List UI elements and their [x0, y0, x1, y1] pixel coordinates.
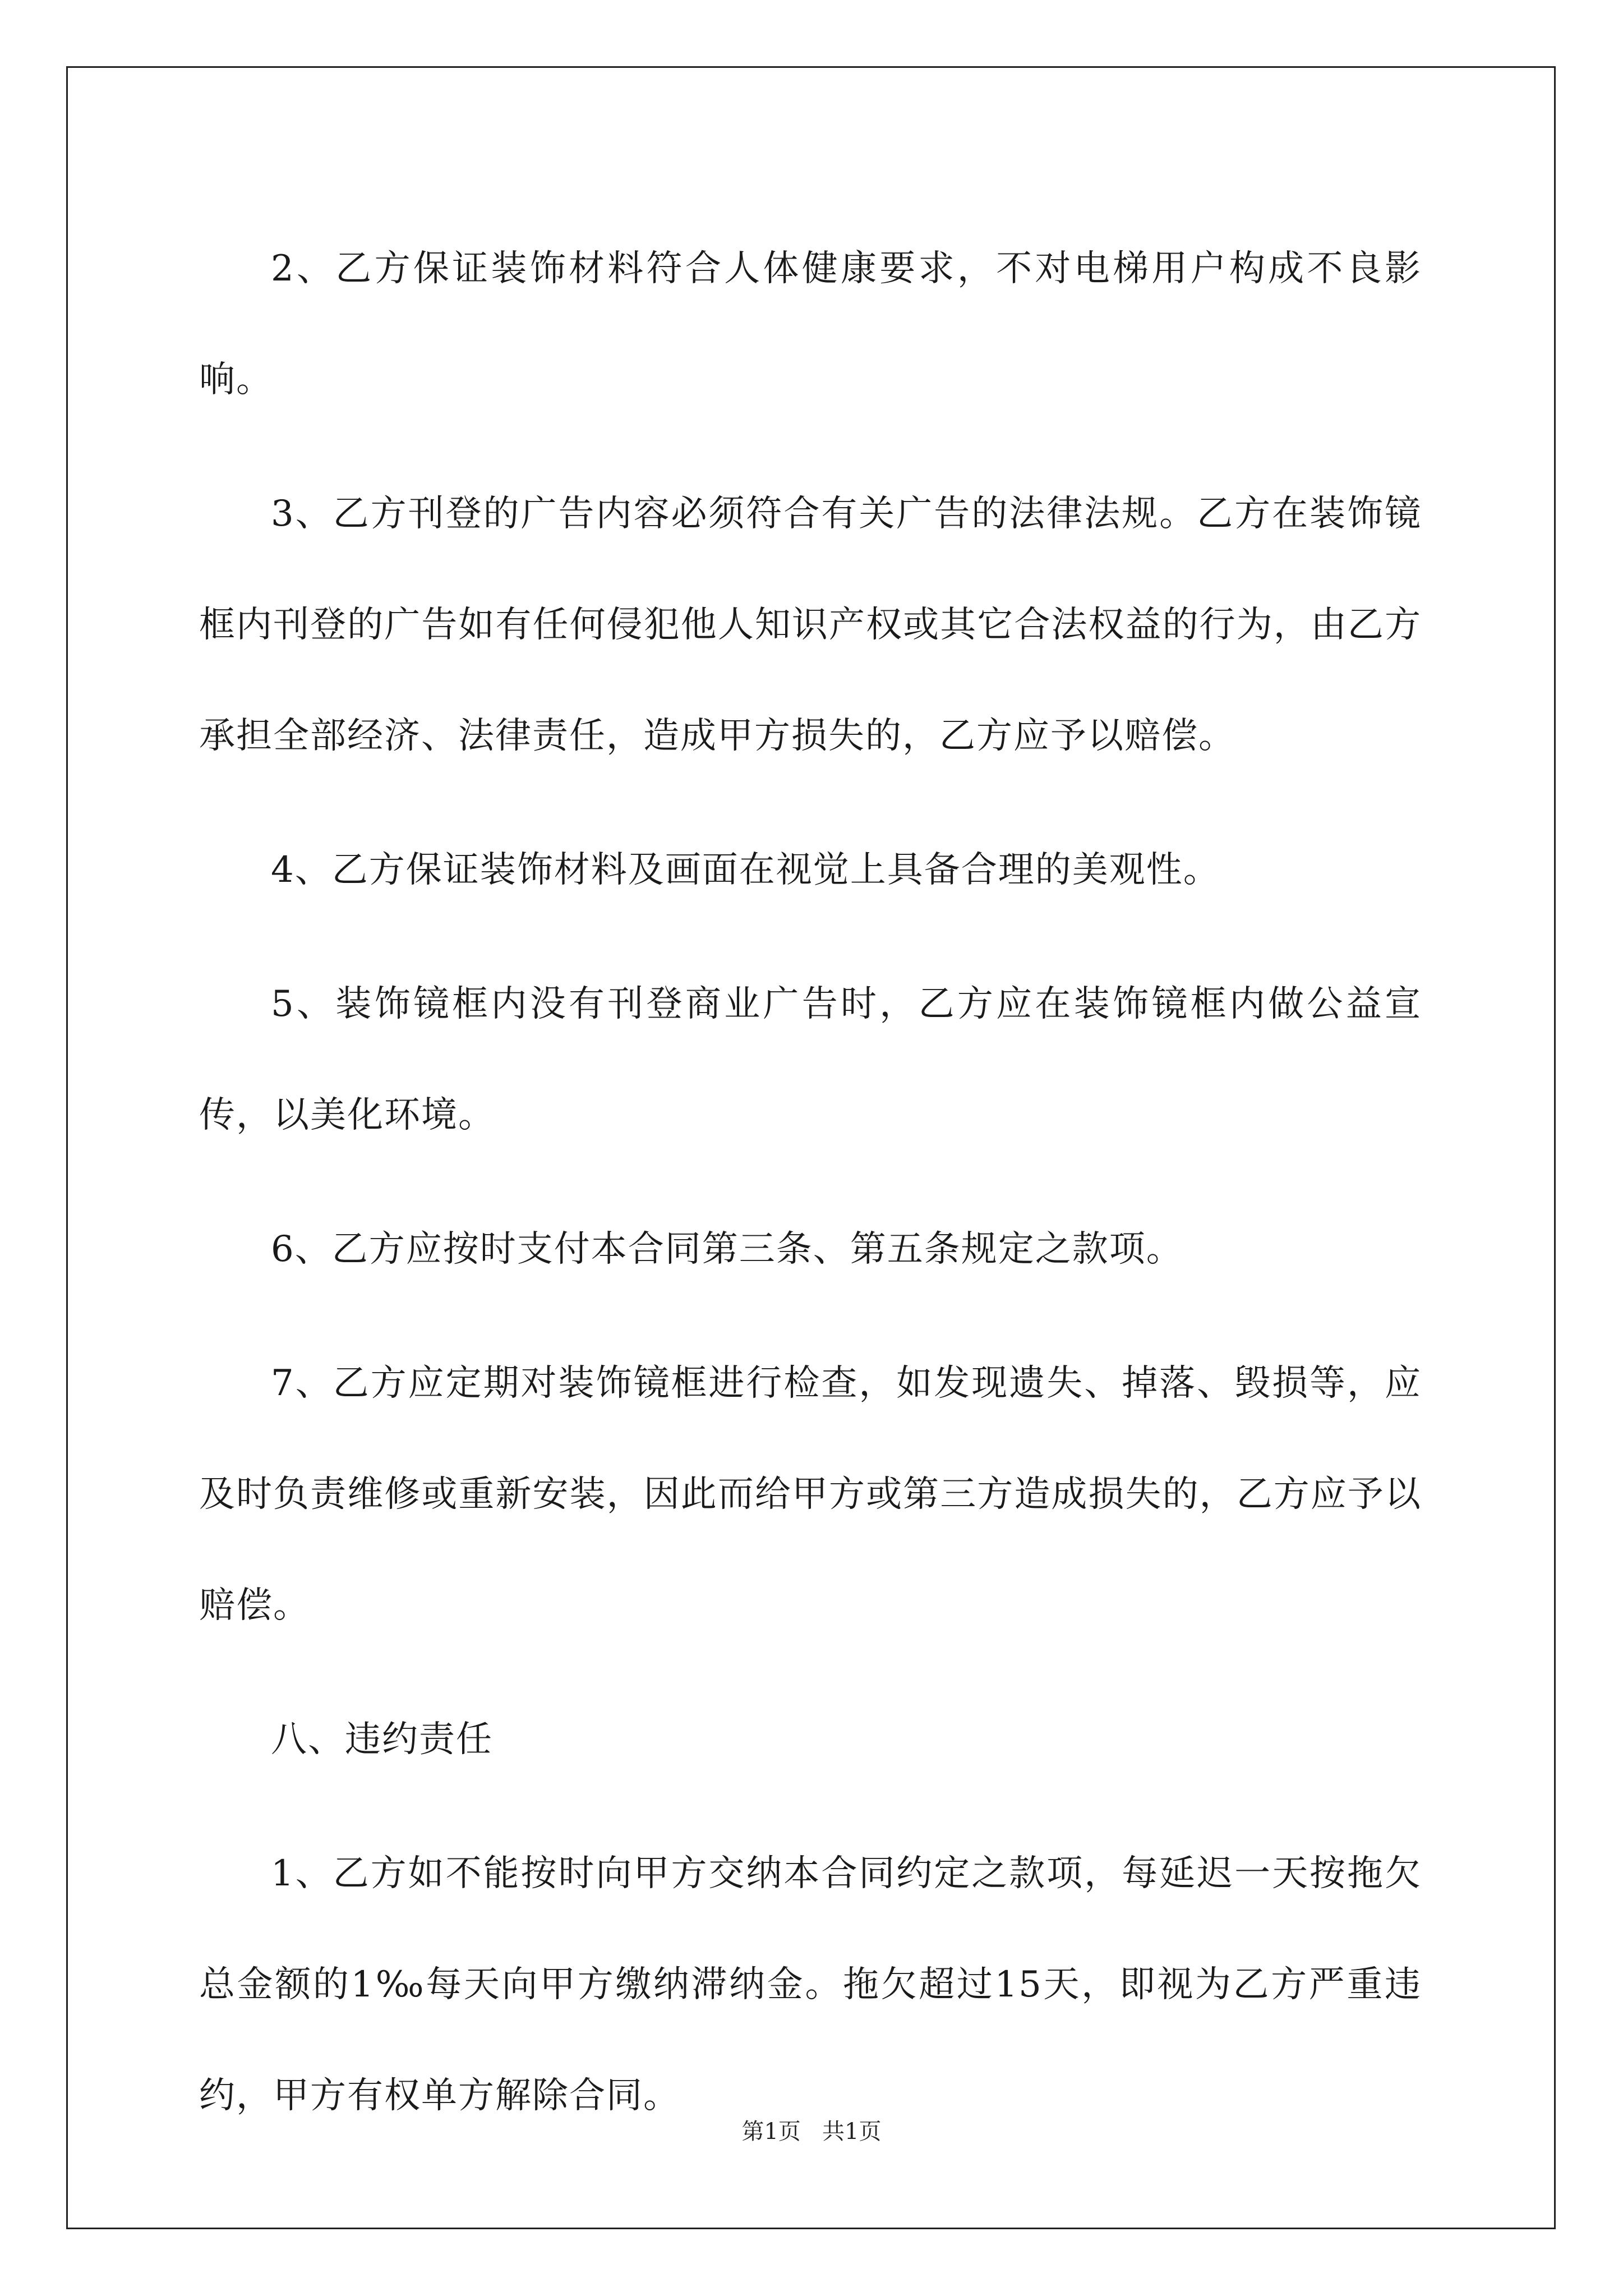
- page-number-footer: 第1页 共1页: [741, 2119, 882, 2145]
- paragraph-clause-3: 3、乙方刊登的广告内容必须符合有关广告的法律法规。乙方在装饰镜框内刊登的广告如有任何侵犯他人知识产权或其它合法权益的行为，由乙方承担全部经济、法律责任，造成甲方损失的，乙方应予以赔偿。: [199, 493, 1422, 757]
- paragraph-breach-clause-1: 1、乙方如不能按时向甲方交纳本合同约定之款项，每延迟一天按拖欠总金额的1‰每天向甲方缴纳滞纳金。拖欠超过15天，即视为乙方严重违约，甲方有权单方解除合同。: [199, 1853, 1422, 2116]
- paragraph-clause-7: 7、乙方应定期对装饰镜框进行检查，如发现遗失、掉落、毁损等，应及时负责维修或重新安装，因此而给甲方或第三方造成损失的，乙方应予以赔偿。: [199, 1363, 1422, 1626]
- paragraph-clause-2: 2、乙方保证装饰材料符合人体健康要求，不对电梯用户构成不良影响。: [199, 248, 1422, 401]
- document-body: [199, 213, 1422, 2174]
- section-heading-breach-liability: 八、违约责任: [271, 1719, 493, 1760]
- paragraph-clause-6: 6、乙方应按时支付本合同第三条、第五条规定之款项。: [271, 1228, 1183, 1270]
- paragraph-clause-5: 5、装饰镜框内没有刊登商业广告时，乙方应在装饰镜框内做公益宣传，以美化环境。: [199, 983, 1422, 1136]
- paragraph-clause-4: 4、乙方保证装饰材料及画面在视觉上具备合理的美观性。: [271, 849, 1220, 891]
